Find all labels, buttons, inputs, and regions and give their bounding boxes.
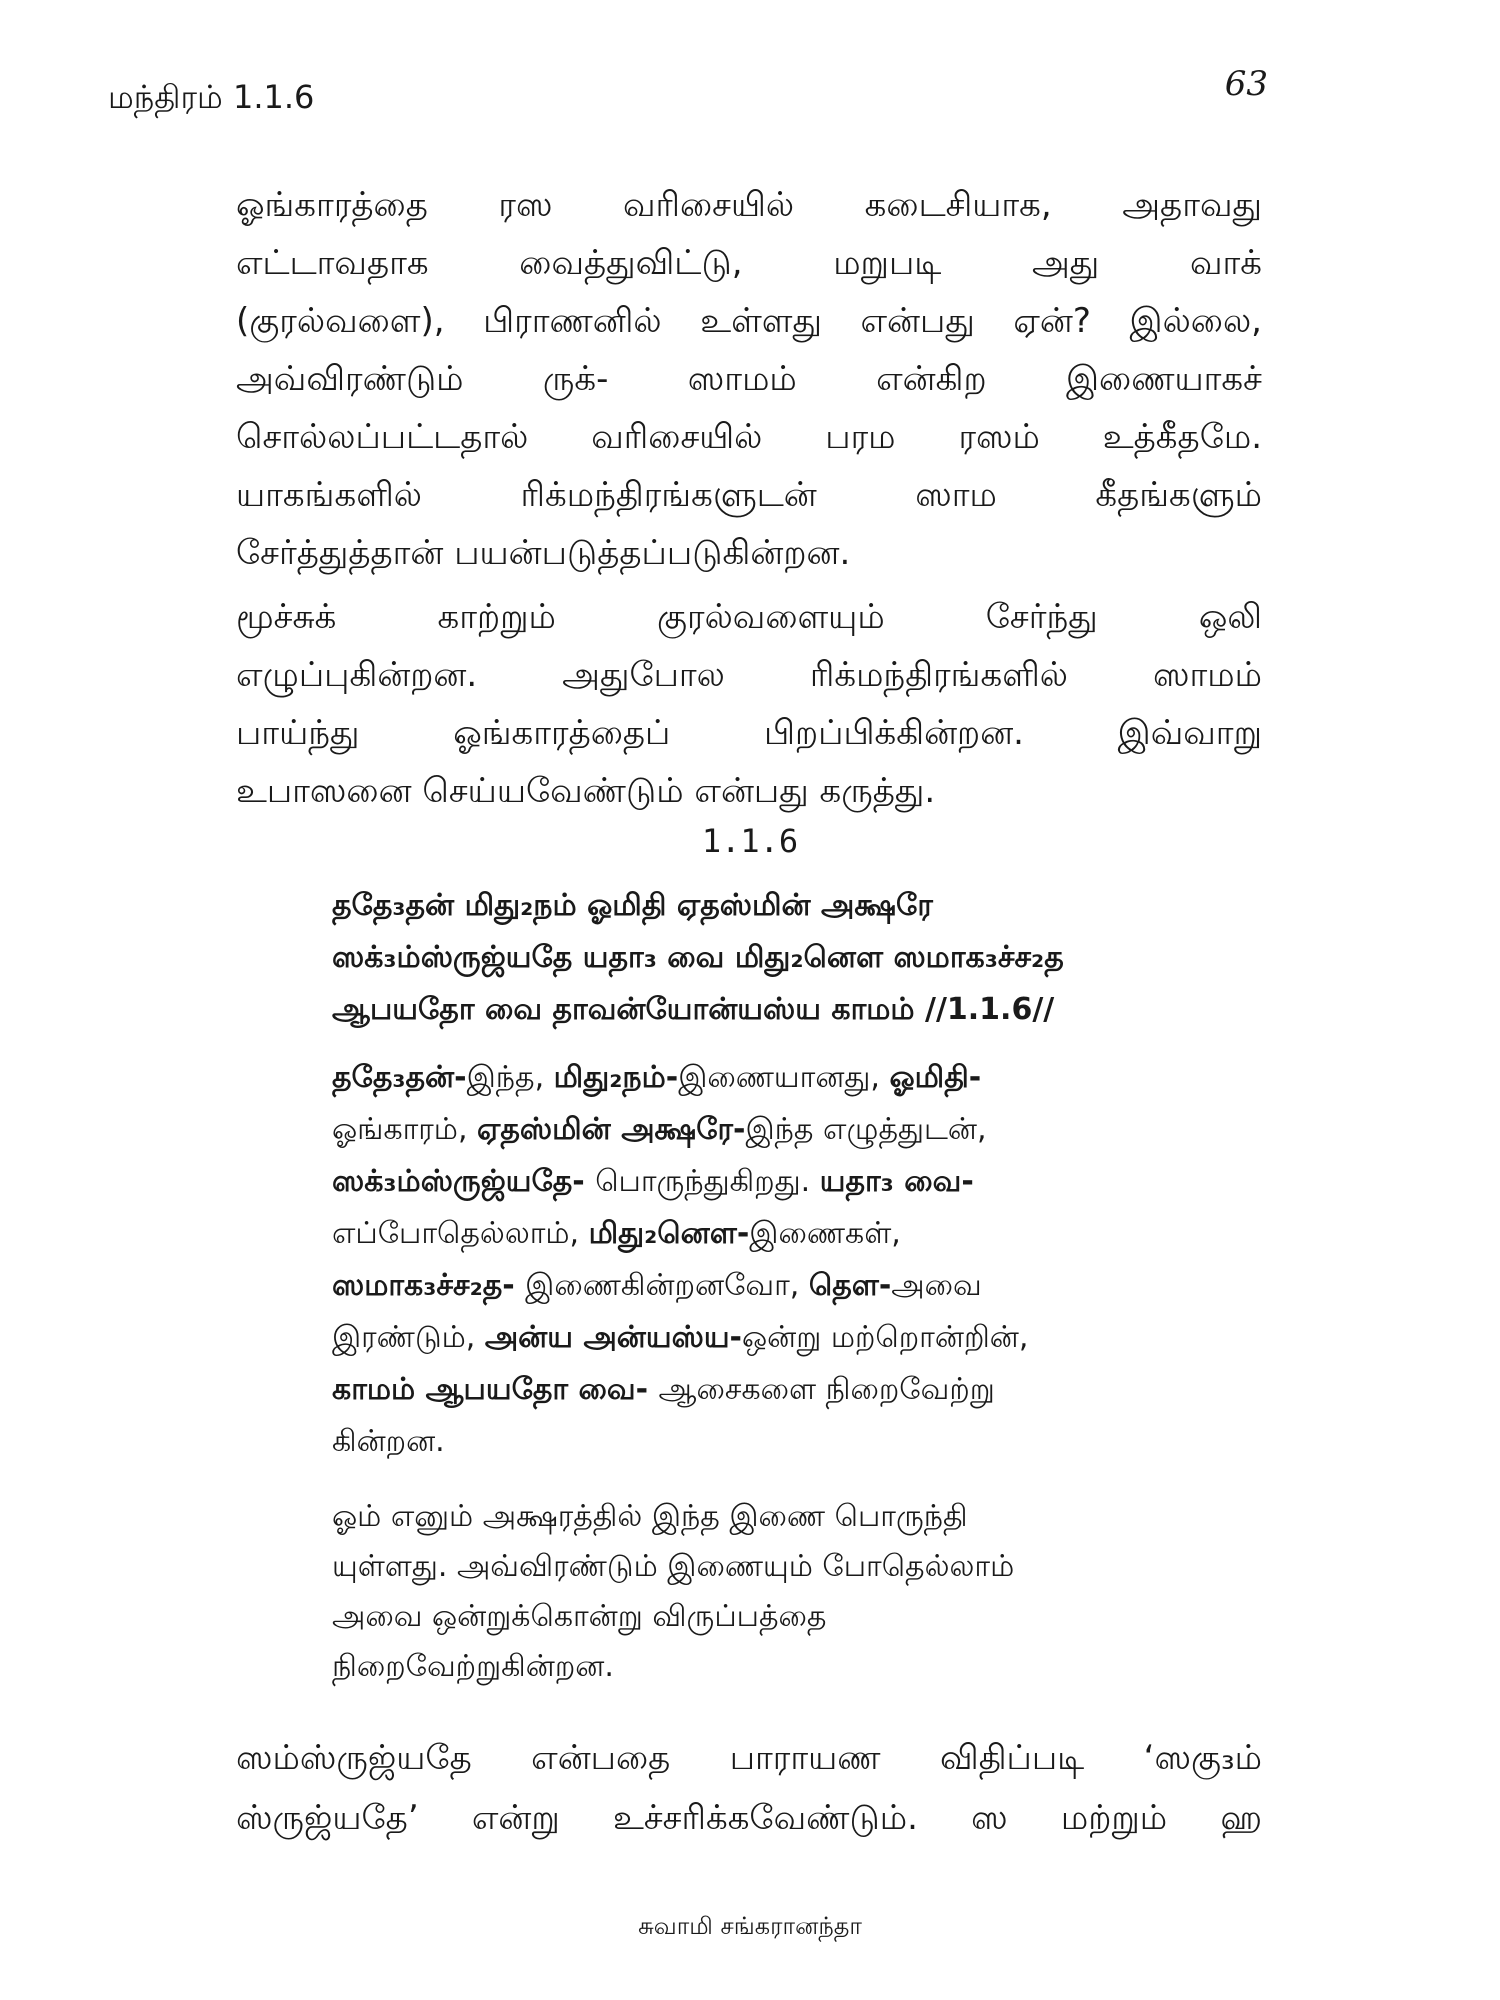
gloss-term: மிது₂நம்-: [553, 1060, 679, 1095]
gloss-meaning: ஓங்காரம்,: [332, 1112, 478, 1147]
text-line: (குரல்வளை), பிராணனில் உள்ளது என்பது ஏன்? இல்லை,: [236, 301, 1262, 341]
gloss-line: [332, 1364, 1182, 1416]
gloss-meaning: ஒன்று மற்றொன்றின்,: [742, 1320, 1029, 1355]
gloss-line: [332, 1156, 1182, 1208]
text-line: எழுப்புகின்றன. அதுபோல ரிக்மந்திரங்களில் ஸாமம்: [236, 655, 1262, 695]
gloss-meaning: அவை: [891, 1268, 982, 1303]
gloss-meaning: எப்போதெல்லாம்,: [332, 1216, 589, 1251]
gloss-term: அன்ய அன்யஸ்ய-: [484, 1320, 742, 1355]
gloss-term: ஓமிதி-: [889, 1060, 982, 1095]
word-gloss: [332, 1052, 1182, 1468]
gloss-line: [332, 1052, 1182, 1104]
gloss-term: ஸக்₃ம்ஸ்ருஜ்யதே-: [332, 1164, 596, 1199]
gloss-line: [332, 1208, 1182, 1260]
gloss-term: காமம் ஆபயதோ வை-: [332, 1372, 659, 1407]
verse-line: ஆபயதோ வை தாவன்யோன்யஸ்ய காமம் //1.1.6//: [332, 992, 1055, 1027]
verse: [332, 880, 1262, 1036]
gloss-meaning: இந்த,: [466, 1060, 554, 1095]
text-line: பாய்ந்து ஓங்காரத்தைப் பிறப்பிக்கின்றன. இவ்வாறு: [236, 713, 1262, 753]
gloss-term: மிது₂னௌ-: [588, 1216, 750, 1251]
text-line: யாகங்களில் ரிக்மந்திரங்களுடன் ஸாம கீதங்களும்: [236, 475, 1262, 515]
text-line: எட்டாவதாக வைத்துவிட்டு, மறுபடி அது வாக்: [236, 243, 1262, 283]
gloss-meaning: இணையானது,: [678, 1060, 890, 1095]
gloss-term: ததே₃தன்-: [332, 1060, 467, 1095]
text-line: உபாஸனை செய்யவேண்டும் என்பது கருத்து.: [236, 771, 936, 811]
verse-line: ததே₃தன் மிது₂நம் ஓமிதி ஏதஸ்மின் அக்ஷரே: [332, 888, 933, 923]
summary-line: நிறைவேற்றுகின்றன.: [332, 1649, 614, 1684]
summary-line: அவை ஒன்றுக்கொன்று விருப்பத்தை: [332, 1599, 827, 1634]
gloss-meaning: கின்றன.: [332, 1424, 445, 1459]
verse-line: ஸக்₃ம்ஸ்ருஜ்யதே யதா₃ வை மிது₂னௌ ஸமாக₃ச்ச₂த: [332, 940, 1064, 975]
gloss-meaning: பொருந்துகிறது.: [595, 1164, 820, 1199]
gloss-line: [332, 1416, 1182, 1468]
gloss-meaning: இணைகள்,: [749, 1216, 901, 1251]
text-line: சொல்லப்பட்டதால் வரிசையில் பரம ரஸம் உத்கீதமே.: [236, 417, 1262, 457]
paragraph-2: [236, 588, 1262, 820]
section-number: 1.1.6: [701, 822, 799, 860]
gloss-line: [332, 1260, 1182, 1312]
gloss-line: [332, 1312, 1182, 1364]
text-line: அவ்விரண்டும் ருக்- ஸாமம் என்கிற இணையாகச்: [236, 359, 1262, 399]
gloss-term: தௌ-: [808, 1268, 892, 1303]
closing-paragraph: [236, 1728, 1262, 1848]
paragraph-1: [236, 176, 1262, 582]
summary: [332, 1492, 1182, 1692]
gloss-term: ஏதஸ்மின் அக்ஷரே-: [477, 1112, 746, 1147]
page-number: 63: [1224, 64, 1268, 104]
gloss-meaning: இணைகின்றனவோ,: [525, 1268, 809, 1303]
text-line: ஓங்காரத்தை ரஸ வரிசையில் கடைசியாக, அதாவது: [236, 185, 1262, 225]
gloss-meaning: இந்த எழுத்துடன்,: [745, 1112, 987, 1147]
summary-line: யுள்ளது. அவ்விரண்டும் இணையும் போதெல்லாம்: [332, 1549, 1015, 1584]
text-line: சேர்த்துத்தான் பயன்படுத்தப்படுகின்றன.: [236, 533, 851, 573]
text-line: ஸம்ஸ்ருஜ்யதே என்பதை பாராயண விதிப்படி ‘ஸகு₃ம்: [236, 1738, 1262, 1778]
summary-line: ஓம் எனும் அக்ஷரத்தில் இந்த இணை பொருந்தி: [332, 1499, 968, 1534]
footer-author: சுவாமி சங்கரானந்தா: [638, 1912, 862, 1940]
running-title: மந்திரம் 1.1.6: [108, 78, 315, 116]
text-line: மூச்சுக் காற்றும் குரல்வளையும் சேர்ந்து ஒலி: [236, 597, 1262, 637]
gloss-meaning: ஆசைகளை நிறைவேற்று: [658, 1372, 995, 1407]
gloss-term: ஸமாக₃ச்ச₂த-: [332, 1268, 526, 1303]
gloss-term: யதா₃ வை-: [819, 1164, 974, 1199]
text-line: ஸ்ருஜ்யதே’ என்று உச்சரிக்கவேண்டும். ஸ மற்றும் ஹ: [236, 1798, 1262, 1838]
gloss-line: [332, 1104, 1182, 1156]
gloss-meaning: இரண்டும்,: [332, 1320, 485, 1355]
